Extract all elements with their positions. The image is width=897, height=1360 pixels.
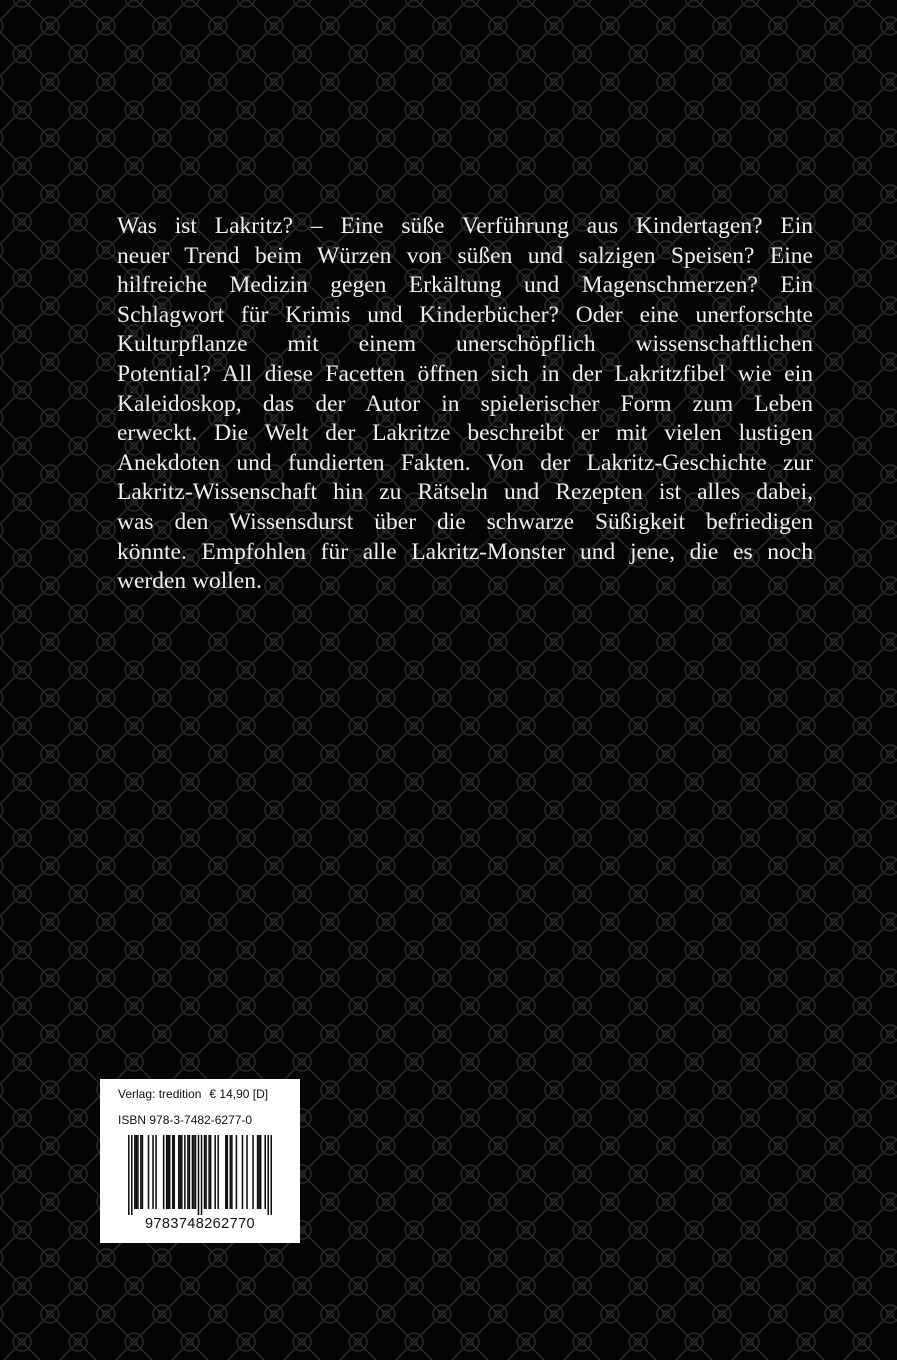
barcode-bar — [181, 1135, 183, 1209]
barcode-bar — [169, 1135, 171, 1209]
barcode-bar — [166, 1135, 168, 1209]
barcode-bar — [230, 1135, 232, 1209]
barcode-bar — [204, 1135, 206, 1209]
barcode-bar — [210, 1135, 212, 1209]
barcode-bar — [258, 1135, 260, 1209]
barcode-bar — [131, 1135, 133, 1215]
blurb-line: Was ist Lakritz? – Eine süße Verführung aus Kindertagen? Ein — [117, 213, 813, 239]
barcode-bar — [267, 1135, 269, 1215]
barcode-bar — [236, 1135, 238, 1209]
blurb-line: was den Wissensdurst über die schwarze Süßigkeit befriedigen — [117, 508, 813, 535]
barcode-bar — [187, 1135, 189, 1209]
barcode-bar — [136, 1135, 138, 1209]
barcode-bar — [155, 1135, 157, 1209]
barcode-bar — [167, 1135, 169, 1209]
barcode-bar — [193, 1135, 195, 1209]
barcode-bar — [227, 1135, 229, 1209]
barcode-bar — [217, 1135, 219, 1209]
barcode-bar — [264, 1135, 266, 1209]
barcode-bar — [134, 1135, 136, 1209]
blurb-line: Anekdoten und fundierten Fakten. Von der Lakritz-Geschichte zur — [117, 449, 813, 476]
barcode-bar — [172, 1135, 174, 1209]
barcode-bar — [231, 1135, 233, 1209]
blurb-line: werden wollen. — [117, 568, 262, 595]
barcode-bar — [208, 1135, 210, 1209]
blurb-line: Lakritz-Wissenschaft hin zu Rätseln und Rezepten ist alles dabei, — [117, 479, 813, 506]
barcode-bar — [242, 1135, 244, 1209]
blurb-line: Kaleidoskop, das der Autor in spielerischer Form zum Leben — [117, 390, 813, 417]
barcode-bar — [173, 1135, 175, 1209]
blurb-line: neuer Trend beim Würzen von süßen und salzigen Speisen? Eine — [117, 242, 813, 269]
barcode-bar — [163, 1135, 165, 1209]
barcode-bar — [201, 1135, 203, 1215]
barcode-label — [100, 1079, 300, 1243]
publisher-price-line — [118, 1087, 268, 1101]
barcode-bar — [178, 1135, 180, 1209]
barcode-bar — [257, 1135, 259, 1209]
barcode-digits: 9783748262770 — [144, 1216, 256, 1232]
barcode-bar — [137, 1135, 139, 1209]
barcode-bars — [128, 1135, 272, 1215]
blurb-line: erweckt. Die Welt der Lakritze beschreibt er mit vielen lustigen — [117, 420, 813, 447]
barcode-bar — [205, 1135, 207, 1209]
barcode-bar — [184, 1135, 186, 1209]
barcode-bar — [180, 1135, 182, 1209]
blurb-line: hilfreiche Medizin gegen Erkältung und Magenschmerzen? Ein — [117, 272, 813, 299]
barcode-bar — [246, 1135, 248, 1209]
blurb-line: Kulturpflanze mit einem unerschöpflich wissenschaftlichen — [117, 331, 813, 358]
barcode-bar — [225, 1135, 227, 1209]
publisher-text: Verlag: tredition — [118, 1087, 202, 1101]
barcode-bar — [152, 1135, 154, 1209]
barcode-bar — [142, 1135, 144, 1209]
barcode-bar — [198, 1135, 200, 1215]
barcode-bar — [128, 1135, 130, 1215]
isbn-text: ISBN 978-3-7482-6277-0 — [118, 1113, 253, 1127]
barcode-bar — [270, 1135, 272, 1215]
barcode-bar — [214, 1135, 216, 1209]
back-cover-blurb — [117, 212, 813, 597]
blurb-line: Potential? All diese Facetten öffnen sich in der Lakritzfibel wie ein — [117, 360, 813, 387]
blurb-line: könnte. Empfohlen für alle Lakritz-Monster und jene, die es noch — [117, 538, 813, 565]
barcode-bar — [189, 1135, 191, 1209]
barcode-bar — [252, 1135, 254, 1209]
barcode-bar — [260, 1135, 262, 1209]
barcode-bar — [140, 1135, 142, 1209]
barcode-bar — [148, 1135, 150, 1209]
barcode-bar — [195, 1135, 197, 1209]
blurb-line: Schlagwort für Krimis und Kinderbücher? Oder eine unerforschte — [117, 301, 813, 328]
barcode-bar — [192, 1135, 194, 1209]
price-text: € 14,90 [D] — [209, 1087, 269, 1101]
